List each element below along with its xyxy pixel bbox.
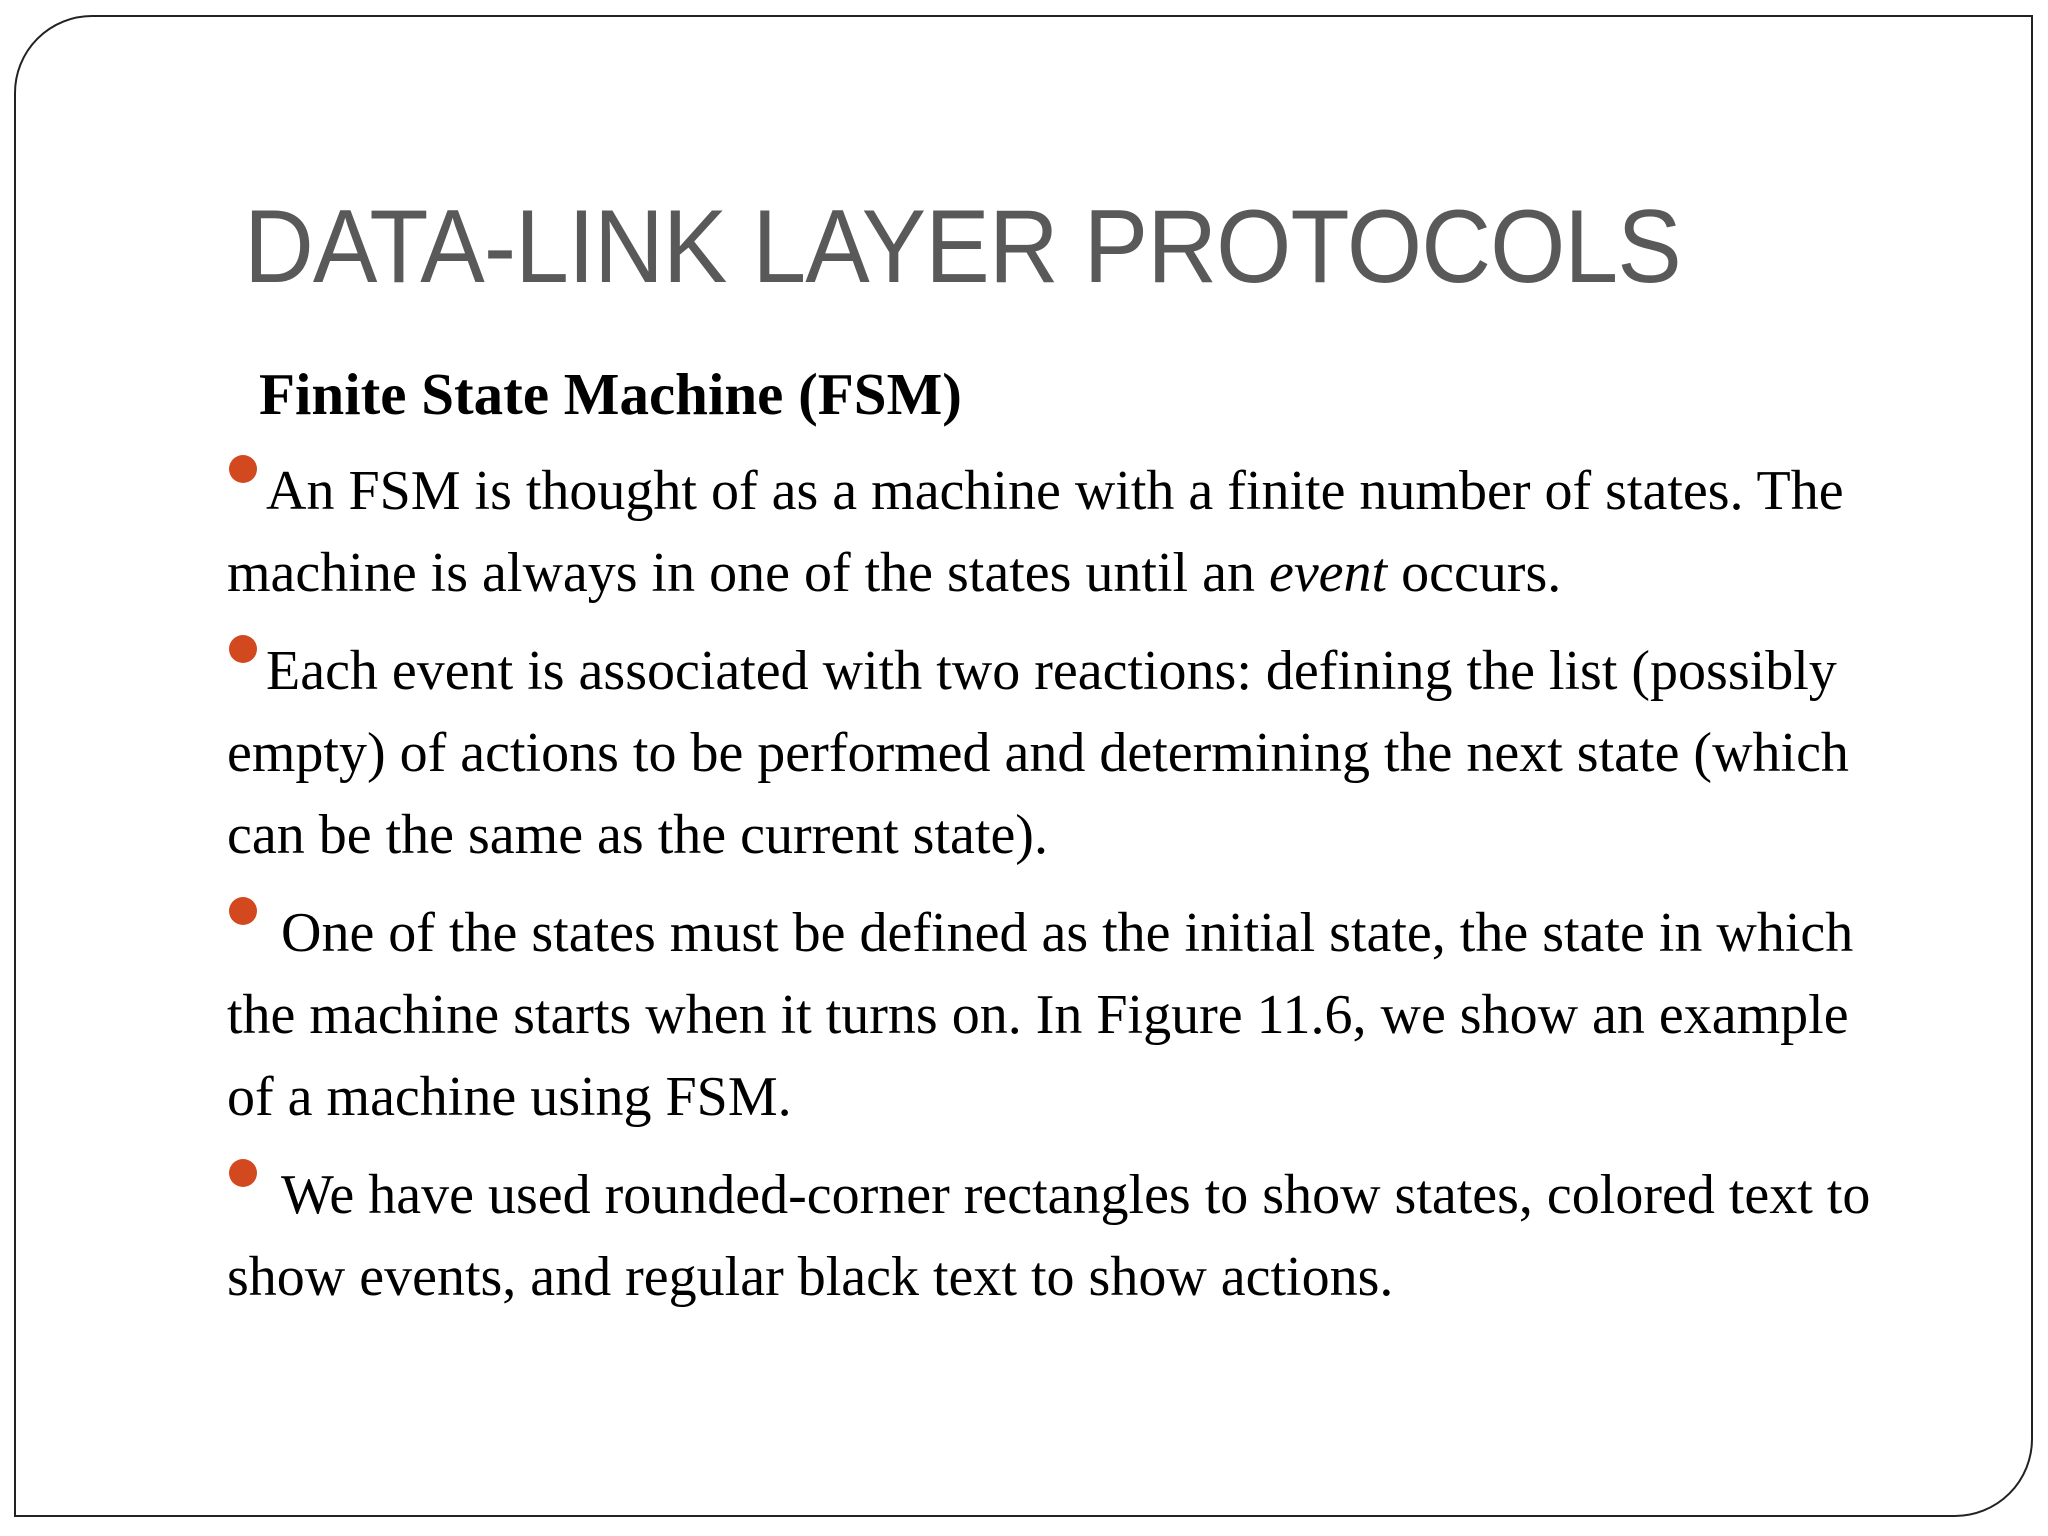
bullet-text-end: occurs.: [1387, 542, 1562, 604]
bullet-item: [227, 1154, 1907, 1318]
bullet-item: [227, 630, 1907, 876]
bullet-text: An FSM is thought of as a machine with a finite number of states. The machine is always in one of the states until an: [227, 460, 1844, 604]
bullet-item: [227, 892, 1907, 1138]
bullet-text: We have used rounded-corner rectangles to show states, colored text to show events, and regular black text to show actions.: [227, 1164, 1871, 1308]
bullet-emphasis: event: [1268, 542, 1388, 604]
bullet-item: [227, 450, 1907, 614]
bullet-dot-icon: [229, 1159, 257, 1187]
bullet-dot-icon: [229, 897, 257, 925]
bullet-dot-icon: [229, 455, 257, 483]
bullet-text: Each event is associated with two reactions: defining the list (possibly empty) of actions to be performed and determining the next state (which can be the same as the current state).: [227, 640, 1849, 866]
bullet-text: One of the states must be defined as the initial state, the state in which the machine starts when it turns on. In Figure 11.6, we show an example of a machine using FSM.: [227, 902, 1854, 1128]
bullet-dot-icon: [229, 635, 257, 663]
slide-title: DATA-LINK LAYER PROTOCOLS: [244, 189, 1681, 305]
slide-subtitle: Finite State Machine (FSM): [259, 361, 962, 427]
bullet-list: [227, 450, 1907, 1334]
